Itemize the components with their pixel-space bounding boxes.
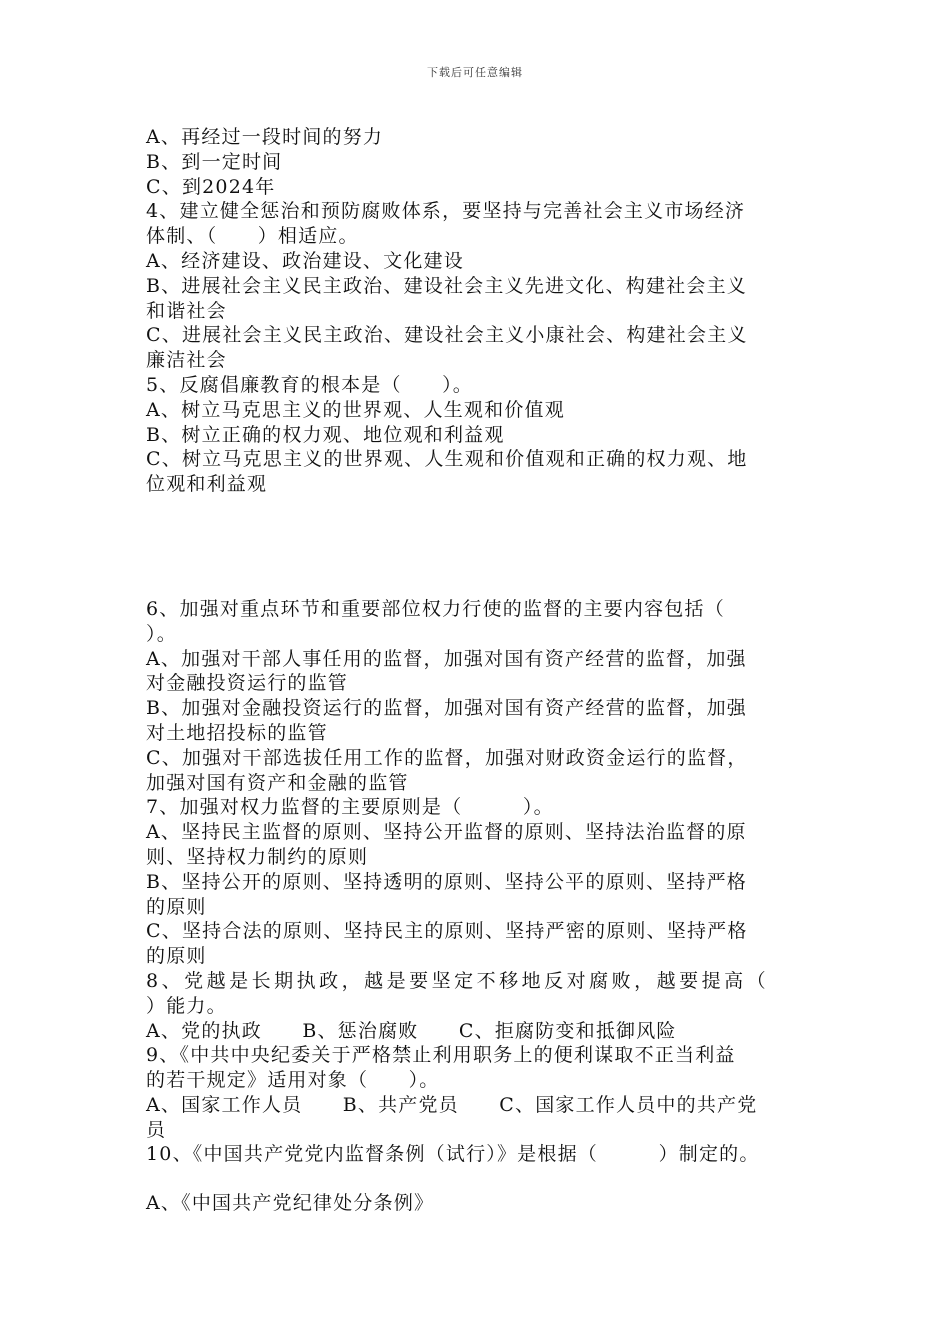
- question-4-line-2: 体制、（ ）相适应。: [146, 225, 359, 248]
- options-q9-line-1: A、国家工作人员 B、共产党员 C、国家工作人员中的共产党: [146, 1093, 758, 1116]
- option-c-q5-line-1: C、树立马克思主义的世界观、人生观和价值观和正确的权力观、地: [146, 448, 748, 471]
- options-q9-line-2: 员: [146, 1118, 167, 1141]
- option-b-q5: B、树立正确的权力观、地位观和利益观: [146, 423, 505, 446]
- document-body: [146, 125, 816, 1216]
- option-b-q4-line-1: B、进展社会主义民主政治、建设社会主义先进文化、构建社会主义: [146, 274, 747, 297]
- option-b-q6-line-2: 对土地招投标的监管: [146, 721, 328, 744]
- option-a-q10: A、《中国共产党纪律处分条例》: [146, 1192, 435, 1215]
- option-c-q6-line-1: C、加强对干部选拔任用工作的监督，加强对财政资金运行的监督，: [146, 746, 748, 769]
- question-6-line-1: 6、加强对重点环节和重要部位权力行使的监督的主要内容包括（: [146, 597, 725, 620]
- option-b-q7-line-2: 的原则: [146, 895, 207, 918]
- question-block-2: [146, 597, 816, 1167]
- question-9-line-1: 9、《中共中央纪委关于严格禁止利用职务上的便利谋取不正当利益: [146, 1044, 736, 1067]
- question-5: 5、反腐倡廉教育的根本是（ ）。: [146, 373, 473, 396]
- option-a-q6-line-2: 对金融投资运行的监管: [146, 672, 349, 695]
- option-a-q7-line-2: 则、坚持权力制约的原则: [146, 845, 369, 868]
- option-b-q7-line-1: B、坚持公开的原则、坚持透明的原则、坚持公平的原则、坚持严格: [146, 870, 747, 893]
- option-a-q7-line-1: A、坚持民主监督的原则、坚持公开监督的原则、坚持法治监督的原: [146, 821, 747, 844]
- question-block-3: [146, 1191, 816, 1216]
- question-8-line-2: ）能力。: [146, 994, 227, 1017]
- option-c-q4-line-1: C、进展社会主义民主政治、建设社会主义小康社会、构建社会主义: [146, 324, 748, 347]
- option-a-q3: A、再经过一段时间的努力: [146, 126, 384, 148]
- option-b-q3: B、到一定时间: [146, 150, 283, 173]
- option-c-q7-line-2: 的原则: [146, 945, 207, 968]
- option-a-q5: A、树立马克思主义的世界观、人生观和价值观: [146, 398, 565, 421]
- page-header: 下载后可任意编辑: [427, 66, 523, 79]
- option-c-q5-line-2: 位观和利益观: [146, 473, 268, 496]
- option-b-q4-line-2: 和谐社会: [146, 299, 227, 322]
- blank-space: [146, 497, 816, 597]
- option-c-q4-line-2: 廉洁社会: [146, 349, 227, 372]
- option-c-q3: C、到2024年: [146, 175, 276, 198]
- question-10: 10、《中国共产党党内监督条例（试行）》是根据（ ）制定的。: [146, 1143, 760, 1166]
- blank-space-2: [146, 1167, 816, 1191]
- options-q8: A、党的执政 B、惩治腐败 C、拒腐防变和抵御风险: [146, 1019, 677, 1042]
- question-4-line-1: 4、建立健全惩治和预防腐败体系，要坚持与完善社会主义市场经济: [146, 200, 746, 223]
- question-8-line-1: 8、党越是长期执政，越是要坚定不移地反对腐败，越要提高（: [146, 969, 770, 992]
- option-a-q4: A、经济建设、政治建设、文化建设: [146, 249, 464, 272]
- option-b-q6-line-1: B、加强对金融投资运行的监督，加强对国有资产经营的监督，加强: [146, 697, 747, 720]
- option-c-q7-line-1: C、坚持合法的原则、坚持民主的原则、坚持严密的原则、坚持严格: [146, 920, 748, 943]
- question-7: 7、加强对权力监督的主要原则是（ ）。: [146, 796, 554, 819]
- question-block-1: [146, 125, 816, 497]
- question-6-line-2: ）。: [146, 622, 177, 645]
- option-c-q6-line-2: 加强对国有资产和金融的监管: [146, 771, 409, 794]
- question-9-line-2: 的若干规定》适用对象（ ）。: [146, 1069, 440, 1092]
- option-a-q6-line-1: A、加强对干部人事任用的监督，加强对国有资产经营的监督，加强: [146, 647, 747, 670]
